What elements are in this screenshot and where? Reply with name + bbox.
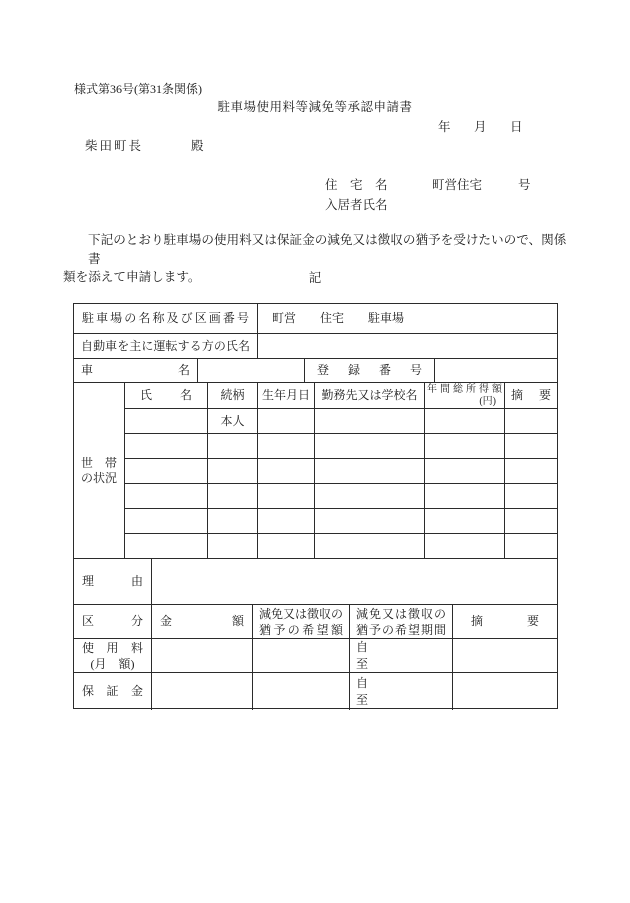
addressee-honorific: 殿 [191,139,204,153]
fee-col-category [74,605,152,638]
deposit-hope-amount-cell [253,673,350,710]
household-birthdate-cell [258,409,315,433]
tenant-name-label: 入居者氏名 [325,198,388,212]
household-col-income [425,383,505,408]
household-note-cell [505,434,557,458]
household-name-cell [125,484,208,508]
car-registration-value-cell [435,359,557,382]
household-relation-cell [208,534,258,558]
household-birthdate-cell [258,459,315,483]
housing-name-label: 住宅名 [325,178,401,192]
household-col-income-line2: (円) [479,395,496,407]
fee-col-amount-label: 金額 [160,614,244,628]
row-parking-name [74,304,557,334]
household-col-birthdate [258,383,315,408]
household-relation-cell [208,484,258,508]
household-birthdate-cell [258,509,315,533]
fee-col-hope-period-line1: 減免又は徴収の [356,606,446,621]
usage-fee-amount-cell [152,639,253,672]
household-workplace-cell [315,434,425,458]
car-name-value-cell [198,359,305,382]
household-header-row [125,383,557,409]
household-row-5 [125,509,557,534]
household-income-cell [425,484,505,508]
usage-fee-label-cell [74,639,152,672]
household-section-label-cell [74,383,125,558]
row-driver-name [74,334,557,359]
household-workplace-cell [315,484,425,508]
household-col-income-line1: 年間総所得額 [427,383,502,395]
household-birthdate-cell [258,534,315,558]
usage-fee-label-line2: (月 額) [90,656,135,671]
statement-line-1: 下記のとおり駐車場の使用料又は保証金の減免又は徴収の猶予を受けたいので、関係書 [88,233,567,266]
household-col-name [125,383,208,408]
fee-col-hope-amount-line1: 減免又は徴収の [259,606,344,621]
deposit-amount-cell [152,673,253,710]
household-col-relation [208,383,258,408]
date-year-label: 年 [438,120,451,134]
household-note-cell [505,509,557,533]
usage-fee-period-from: 自 [356,639,369,654]
household-row-2 [125,434,557,459]
fee-col-category-label: 区分 [82,614,143,628]
page-title: 駐車場使用料等減免等承認申請書 [217,100,413,114]
parking-name-label-cell [74,304,258,333]
household-col-workplace [315,383,425,408]
addressee-name: 柴田町長 [85,139,144,153]
fee-col-note [453,605,557,638]
fee-col-hope-period-line2: 猶予の希望期間 [356,622,446,637]
row-reason [74,559,557,605]
deposit-label: 保証金 [82,684,143,698]
household-col-name-label: 氏名 [140,388,192,402]
deposit-period-cell [350,673,453,710]
car-name-label-cell [74,359,198,382]
household-col-relation-label: 続柄 [220,388,245,402]
housing-name-value: 町営住宅 [432,178,483,192]
household-relation-cell [208,509,258,533]
driver-name-value-cell [258,334,557,358]
deposit-period-to: 至 [356,692,369,707]
household-note-cell [505,459,557,483]
car-name-label: 車名 [81,363,190,377]
household-birthdate-cell [258,434,315,458]
household-income-cell [425,409,505,433]
fee-header-row [74,605,557,639]
parking-name-value-cell [258,304,557,333]
statement-line-2: 類を添えて申請します。 [63,270,201,284]
household-income-cell [425,434,505,458]
household-section-label-line2: の状況 [80,470,117,485]
section-household-status [74,383,557,559]
household-relation-value: 本人 [220,413,245,428]
household-name-cell [125,434,208,458]
form-number: 様式第36号(第31条関係) [74,82,202,96]
household-workplace-cell [315,534,425,558]
household-workplace-cell [315,409,425,433]
parking-name-value: 町営 住宅 駐車場 [272,311,405,325]
household-name-cell [125,459,208,483]
record-mark: 記 [308,271,322,285]
household-note-cell [505,534,557,558]
driver-name-label-cell [74,334,258,358]
housing-number-suffix: 号 [518,178,531,192]
deposit-period-from: 自 [356,675,369,690]
reason-label-cell [74,559,152,604]
household-row-3 [125,459,557,484]
usage-fee-period-cell [350,639,453,672]
fee-col-hope-amount [253,605,350,638]
fee-col-amount [152,605,253,638]
parking-name-label: 駐車場の名称及び区画番号 [82,311,249,325]
row-usage-fee [74,639,557,673]
deposit-label-cell [74,673,152,710]
fee-col-hope-amount-line2: 猶予の希望額 [259,622,343,637]
household-birthdate-cell [258,484,315,508]
usage-fee-period-to: 至 [356,656,369,671]
household-workplace-cell [315,459,425,483]
household-relation-cell [208,434,258,458]
household-note-cell [505,484,557,508]
household-col-note-label: 摘要 [511,388,551,402]
fee-col-hope-period [350,605,453,638]
household-col-workplace-label: 勤務先又は学校名 [321,388,418,402]
deposit-note-cell [453,673,557,710]
household-income-cell [425,459,505,483]
household-section-label-line1: 世 帯 [80,455,117,470]
fee-col-note-label: 摘要 [471,614,539,628]
household-row-1 [125,409,557,434]
reason-value-cell [152,559,557,604]
application-form-table [73,303,558,709]
usage-fee-label-line1: 使用料 [82,640,143,655]
row-car-info [74,359,557,383]
household-name-cell [125,409,208,433]
car-registration-label-cell [305,359,435,382]
date-month-label: 月 [474,120,487,134]
row-deposit [74,673,557,710]
household-relation-cell [208,459,258,483]
household-workplace-cell [315,509,425,533]
household-row-6 [125,534,557,558]
household-relation-cell [208,409,258,433]
date-day-label: 日 [510,120,523,134]
household-name-cell [125,509,208,533]
household-note-cell [505,409,557,433]
usage-fee-note-cell [453,639,557,672]
household-col-birthdate-label: 生年月日 [261,388,310,402]
household-row-4 [125,484,557,509]
household-col-note [505,383,557,408]
household-table [125,383,557,558]
household-income-cell [425,509,505,533]
household-name-cell [125,534,208,558]
car-registration-label: 登録番号 [317,363,422,377]
usage-fee-hope-amount-cell [253,639,350,672]
reason-label: 理由 [82,574,143,588]
driver-name-label: 自動車を主に運転する方の氏名 [81,338,250,353]
household-income-cell [425,534,505,558]
